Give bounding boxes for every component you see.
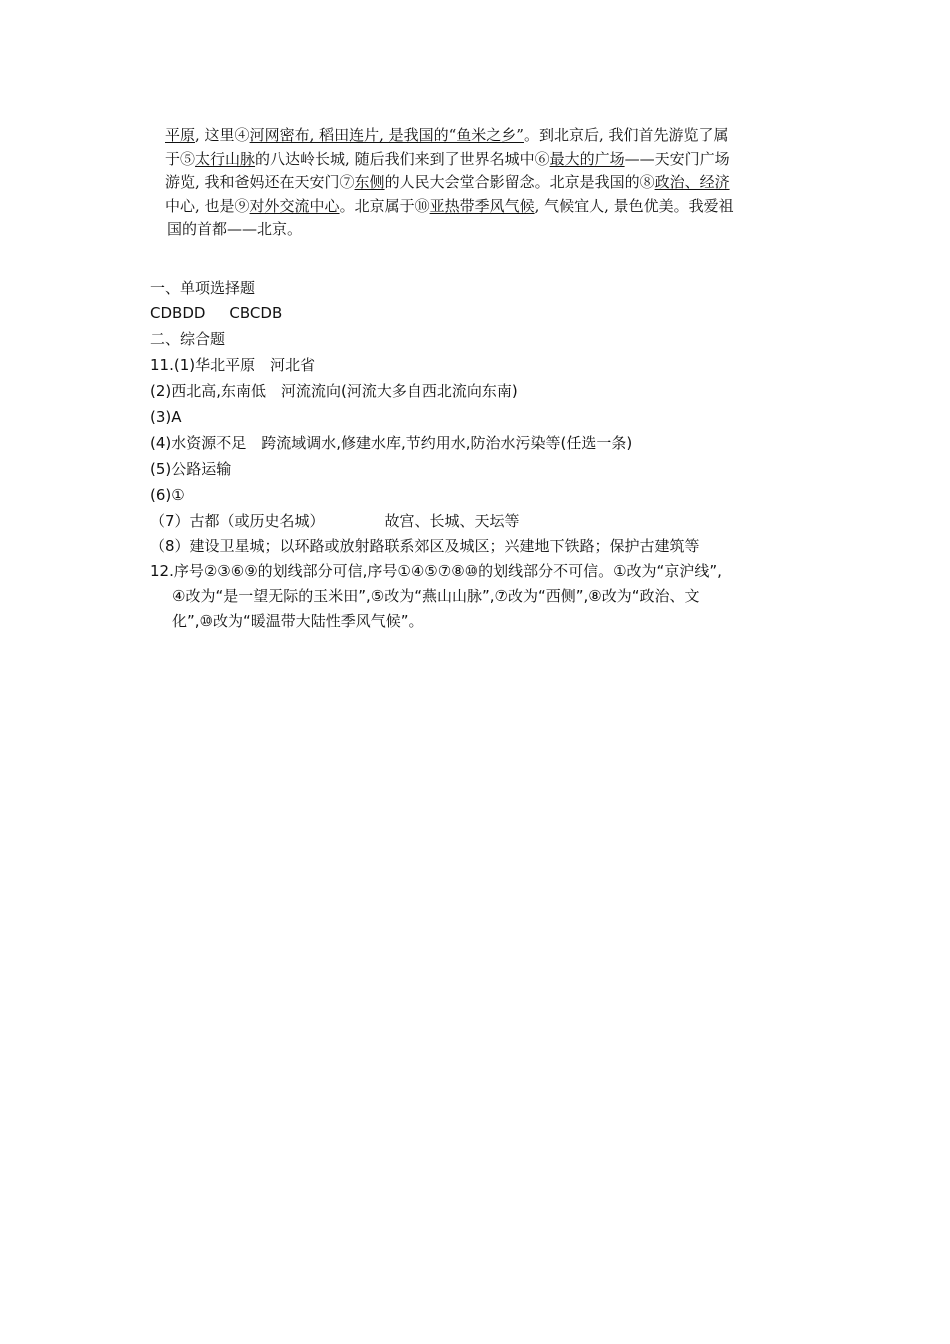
underlined-phrase: 东侧 [354, 173, 385, 191]
underlined-phrase: 对外交流中心 [249, 196, 340, 215]
underlined-phrase: 最大的广场 [549, 149, 625, 168]
passage-text: 中心, 也是⑨ [165, 196, 250, 215]
answer-q12-line2: ④改为“是一望无际的玉米田”,⑤改为“燕山山脉”,⑦改为“西侧”,⑧改为“政治、文 [172, 587, 700, 605]
passage-line [165, 124, 815, 148]
passage-text: 于⑤ [165, 149, 196, 168]
section1-title: 一、单项选择题 [150, 279, 256, 297]
answer-q11-3: (3)A [150, 408, 182, 426]
answer-q11-7-part2: 故宫、长城、天坛等 [384, 512, 520, 530]
passage-line [165, 218, 815, 242]
answer-q11-6: (6)① [150, 486, 185, 504]
answer-q12-line3: 化”,⑩改为“暖温带大陆性季风气候”。 [172, 612, 424, 630]
passage-line [165, 148, 815, 172]
passage-paragraph [165, 124, 815, 242]
answer-q11-1: 11.(1)华北平原 河北省 [150, 356, 316, 374]
passage-text: 的人民大会堂合影留念。北京是我国的⑧ [384, 173, 655, 191]
passage-text: , 气候宜人, 景色优美。我爱祖 [534, 196, 734, 215]
passage-line [165, 195, 815, 219]
underlined-phrase: 平原 [165, 126, 196, 144]
answer-q11-7-part1: （7）古都（或历史名城） [150, 512, 325, 530]
passage-text: ——天安门广场 [624, 149, 730, 168]
answer-q11-5: (5)公路运输 [150, 460, 232, 478]
answers-group-a: CDBDD [150, 304, 206, 322]
underlined-phrase: 亚热带季风气候 [429, 196, 535, 215]
passage-text: 的八达岭长城, 随后我们来到了世界名城中⑥ [255, 149, 550, 168]
underlined-phrase: 太行山脉 [195, 149, 256, 168]
passage-text: 游览, 我和爸妈还在天安门⑦ [165, 173, 355, 191]
underlined-phrase: 河网密布, 稻田连片, 是我国的“鱼米之乡” [249, 126, 524, 144]
passage-text: 。到北京后, 我们首先游览了属 [523, 126, 729, 144]
section2-title: 二、综合题 [150, 330, 226, 348]
passage-text: , 这里④ [195, 126, 250, 144]
answers-group-b: CBCDB [229, 304, 283, 322]
section1-answers [150, 302, 282, 324]
answer-q11-4: (4)水资源不足 跨流域调水,修建水库,节约用水,防治水污染等(任选一条) [150, 434, 633, 452]
answer-q12-line1: 12.序号②③⑥⑨的划线部分可信,序号①④⑤⑦⑧⑩的划线部分不可信。①改为“京沪线”, [150, 562, 722, 580]
answer-q11-2: (2)西北高,东南低 河流流向(河流大多自西北流向东南) [150, 382, 518, 400]
passage-text: 。北京属于⑩ [339, 196, 430, 215]
answer-q11-8: （8）建设卫星城；以环路或放射路联系郊区及城区；兴建地下铁路；保护古建筑等 [150, 537, 700, 555]
underlined-phrase: 政治、经济 [654, 173, 730, 191]
answer-q11-7 [150, 510, 520, 532]
passage-line [165, 171, 815, 195]
passage-text: 国的首都——北京。 [167, 220, 303, 238]
